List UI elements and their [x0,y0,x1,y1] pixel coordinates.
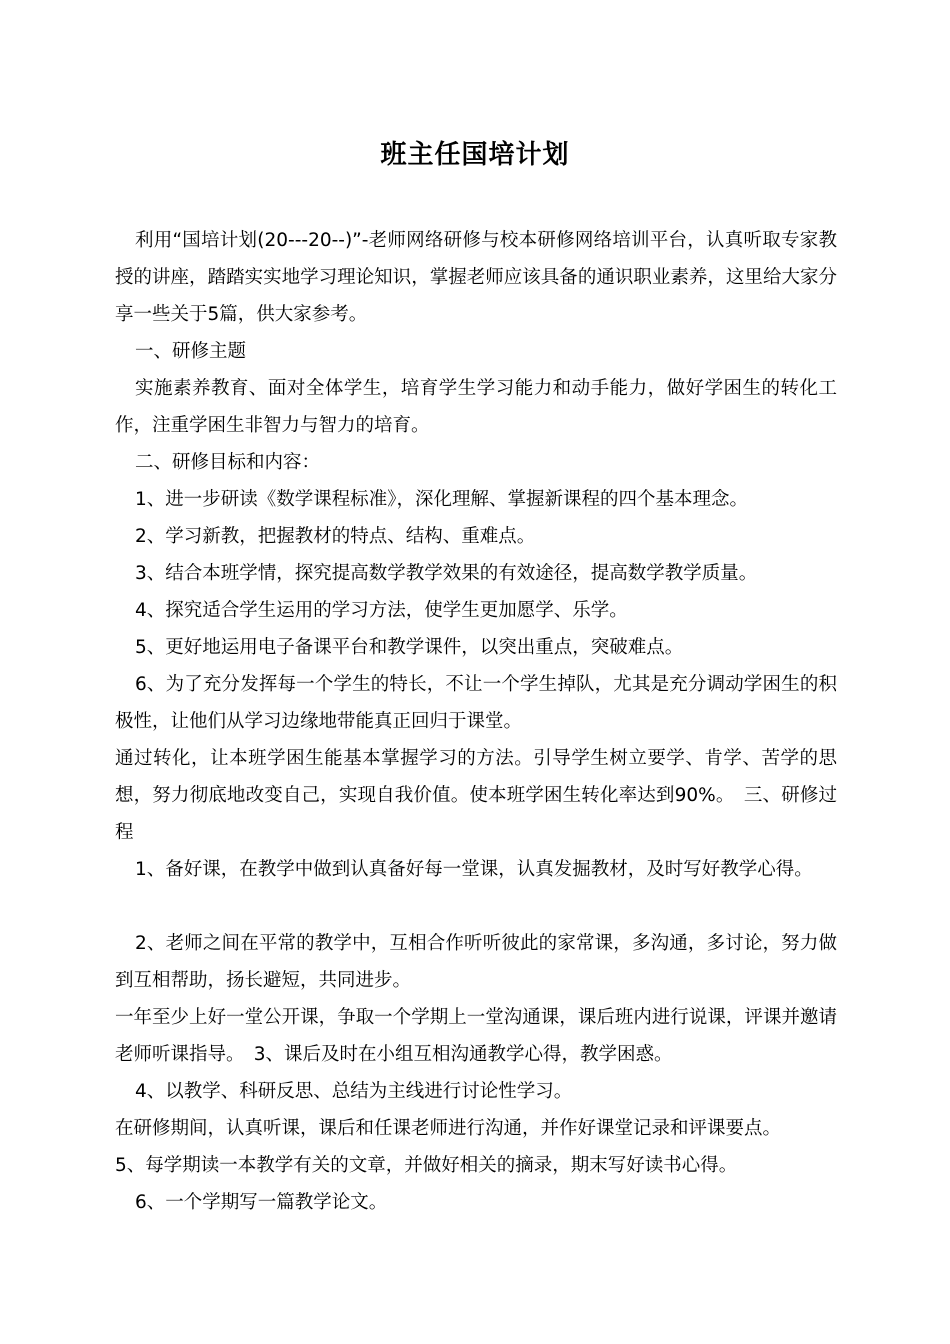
goal-item-6: 6、为了充分发挥每一个学生的特长，不让一个学生掉队，尤其是充分调动学困生的积极性，让他们从学习边缘地带能真正回归于课堂。 [115,674,837,732]
goal-item-4: 4、探究适合学生运用的学习方法，使学生更加愿学、乐学。 [135,600,628,621]
section-heading-goals: 二、研修目标和内容： [135,452,321,473]
document-title: 班主任国培计划 [380,140,570,170]
goal-item-3: 3、结合本班学情，探究提高数学教学效果的有效途径，提高数学教学质量。 [135,563,758,584]
process-item-1: 1、备好课，在教学中做到认真备好每一堂课，认真发掘教材，及时写好教学心得。 [135,859,813,880]
open-class-paragraph: 一年至少上好一堂公开课，争取一个学期上一堂沟通课，课后班内进行说课，评课并邀请老师听课指导。 3、课后及时在小组互相沟通教学心得，教学困惑。 [115,1007,837,1065]
section-heading-theme: 一、研修主题 [135,341,247,362]
process-item-6: 6、一个学期写一篇教学论文。 [135,1192,388,1213]
process-item-5: 5、每学期读一本教学有关的文章，并做好相关的摘录，期末写好读书心得。 [115,1155,738,1176]
goal-item-2: 2、学习新教，把握教材的特点、结构、重难点。 [135,526,536,547]
theme-paragraph: 实施素养教育、面对全体学生，培育学生学习能力和动手能力，做好学困生的转化工作，注重学困生非智力与智力的培育。 [115,378,837,436]
goal-item-5: 5、更好地运用电子备课平台和教学课件，以突出重点，突破难点。 [135,637,684,658]
blank-line [115,888,837,925]
transformation-paragraph: 通过转化，让本班学困生能基本掌握学习的方法。引导学生树立要学、肯学、苦学的思想，努力彻底地改变自己，实现自我价值。使本班学困生转化率达到90%。 三、研修过程 [115,748,837,843]
process-item-2: 2、老师之间在平常的教学中，互相合作听听彼此的家常课，多沟通，多讨论，努力做到互相帮助，扬长避短，共同进步。 [115,933,837,991]
process-item-4: 4、以教学、科研反思、总结为主线进行讨论性学习。 [135,1081,573,1102]
document-body [115,222,837,1221]
study-period-paragraph: 在研修期间，认真听课，课后和任课老师进行沟通，并作好课堂记录和评课要点。 [115,1118,782,1139]
goal-item-1: 1、进一步研读《数学课程标准》，深化理解、掌握新课程的四个基本理念。 [135,489,749,510]
intro-paragraph: 利用“国培计划(20---20--)”-老师网络研修与校本研修网络培训平台，认真听取专家教授的讲座，踏踏实实地学习理论知识，掌握老师应该具备的通识职业素养，这里给大家分享一些关于5篇，供大家参考。 [115,230,837,325]
